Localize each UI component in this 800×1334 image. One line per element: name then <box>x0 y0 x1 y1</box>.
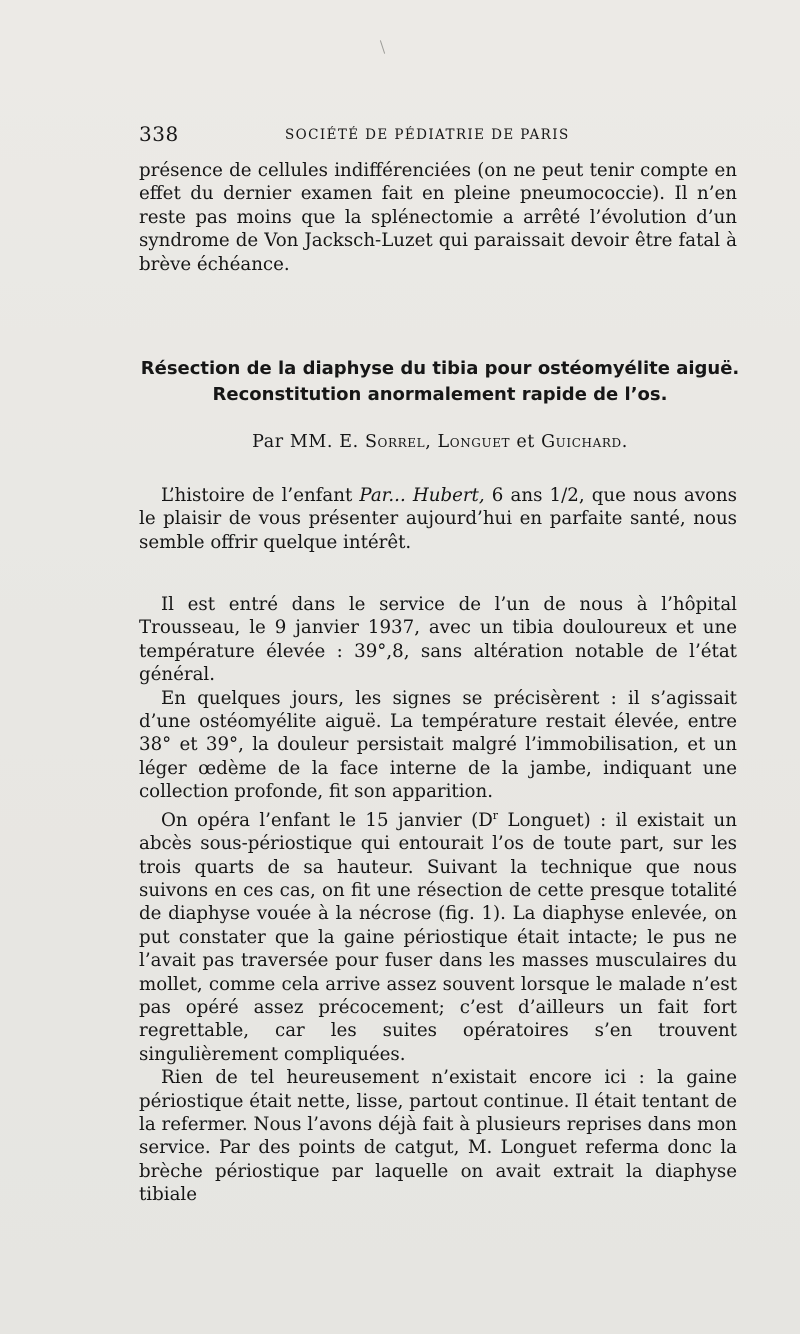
operation-before: On opéra l’enfant le 15 janvier (D <box>161 809 493 831</box>
page-number: 338 <box>139 122 179 146</box>
patient-name: Par... Hubert, <box>359 485 485 506</box>
body-block <box>139 593 737 1207</box>
scan-mark <box>380 40 385 54</box>
author-guichard: Guichard. <box>541 432 628 452</box>
continuation-paragraph: présence de cellules indifférenciées (on ne peut tenir compte en effet du dernier examen fait en pleine pneumococcie). Il n’en reste pas moins que la splénectomie a arrêté l’évolution d’un syndrome de Von Jacksch-Luzet qui paraissait devoir être fatal à brève échéance. <box>139 160 737 275</box>
operation-after: Longuet) : il existait un abcès sous-périostique qui entourait l’os de toute part, sur les trois quarts de sa hauteur. Suivant la technique que nous suivons en ces cas, on fit une résection de cette presque totalité de diaphyse vouée à la nécrose (fig. 1). La diaphyse enlevée, on put constater que la gaine périostique était intacte; le pus ne l’avait pas traversée pour fuser dans les masses musculaires du mollet, comme cela arrive assez souvent lorsque le malade n’est pas opéré assez précocement; c’est d’ailleurs un fait fort regrettable, car les suites opératoires s’en trouvent singulièrement compliquées. <box>139 809 737 1065</box>
operation-sup: r <box>492 808 499 822</box>
intro-before: L’histoire de l’enfant <box>161 485 360 506</box>
paragraph-closure: Rien de tel heureusement n’existait encore ici : la gaine périostique était nette, lisse, partout continue. Il était tentant de la refermer. Nous l’avons déjà fait à plusieurs reprises dans mon service. Par des points de catgut, M. Longuet referma donc la brèche périostique par laquelle on avait extrait la diaphyse tibiale <box>139 1067 737 1206</box>
running-head: SOCIÉTÉ DE PÉDIATRIE DE PARIS <box>285 127 570 143</box>
continuation-block <box>139 159 737 276</box>
intro-after: 6 ans 1/2, que nous avons le plaisir de vous présenter aujourd’hui en parfaite santé, nous semble offrir quelque intérêt. <box>139 485 737 553</box>
intro-paragraph <box>139 484 737 554</box>
page-header <box>139 122 737 150</box>
authors-prefix: Par MM. E. <box>252 432 359 452</box>
paragraph-operation <box>139 804 737 1067</box>
paragraph-admission: Il est entré dans le service de l’un de nous à l’hôpital Trousseau, le 9 janvier 1937, avec un tibia douloureux et une température élevée : 39°,8, sans altération notable de l’état général. <box>139 594 737 686</box>
author-sorrel: Sorrel, <box>364 432 432 452</box>
article-authors <box>100 432 780 452</box>
article-title-line-2: Reconstitution anormalement rapide de l’os. <box>212 384 668 405</box>
intro-block <box>139 484 737 554</box>
author-longuet: Longuet <box>437 432 511 452</box>
article-title-line-1: Résection de la diaphyse du tibia pour ostéomyélite aiguë. <box>140 358 740 379</box>
authors-and: et <box>516 432 535 452</box>
paragraph-diagnosis: En quelques jours, les signes se précisèrent : il s’agissait d’une ostéomyélite aiguë. La température restait élevée, entre 38° et 39°, la douleur persistait malgré l’immobilisation, et un léger œdème de la face interne de la jambe, indiquant une collection profonde, fit son apparition. <box>139 687 737 803</box>
